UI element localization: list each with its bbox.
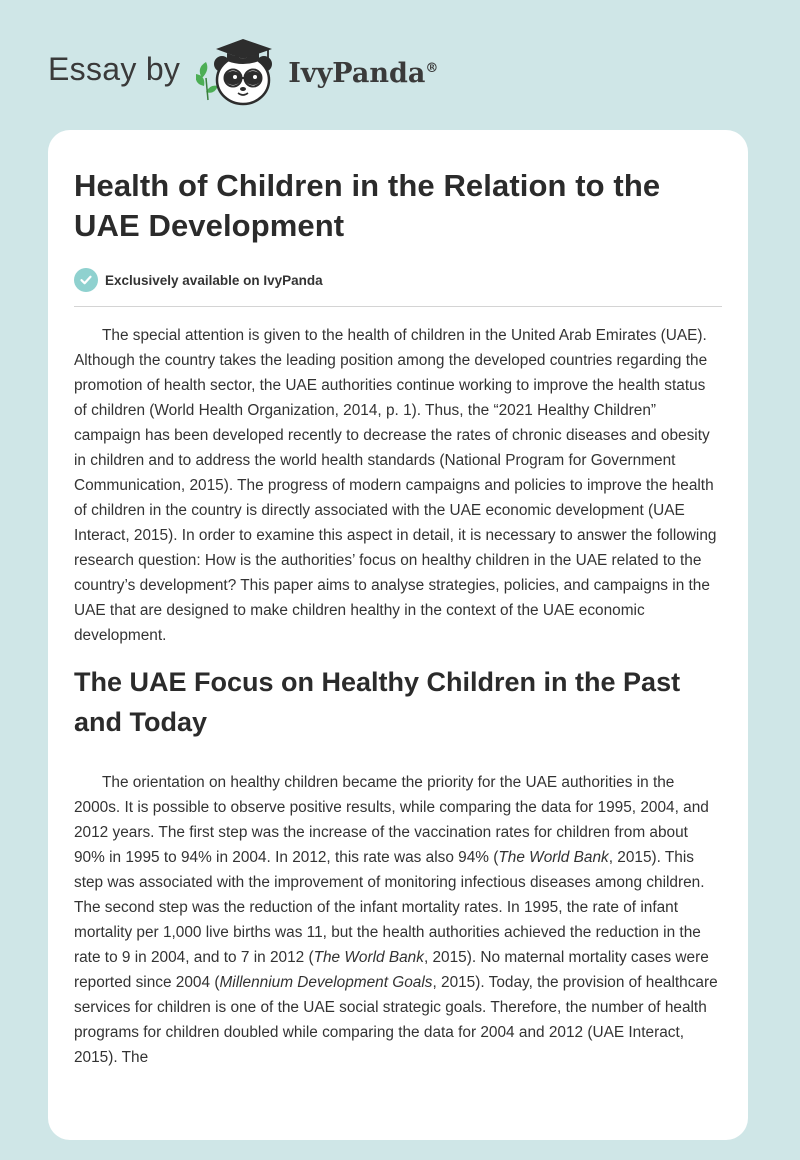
site-header xyxy=(48,34,438,108)
text-run: The orientation on healthy children became the priority for the UAE authorities in the 2000s. It is possible to observe positive results, while comparing the data for 1995, 2004, and 2012 years. The first step was the increase of the vaccination rates for children from about 90% in 1995 to 94% in 2004. In 2012, this rate was also 94% ( xyxy=(74,774,709,866)
brand-prefix: Essay by xyxy=(48,50,181,87)
intro-paragraph: The special attention is given to the health of children in the United Arab Emirates (UAE). Although the country takes the leading position among the developed countries regarding the promotion of health sector, the UAE authorities continue working to improve the health status of children (World Health Organization, 2014, p. 1). Thus, the “2021 Healthy Children” campaign has been developed recently to decrease the rates of chronic diseases and obesity in children and to address the world health standards (National Program for Government Communication, 2015). The progress of modern campaigns and policies to improve the health of children in the country is directly associated with the UAE economic development (UAE Interact, 2015). In order to examine this aspect in detail, it is necessary to answer the following research question: How is the authorities’ focus on healthy children in the UAE related to the country’s development? This paper aims to analyse strategies, policies, and campaigns in the UAE that are designed to make children healthy in the context of the UAE economic development. xyxy=(74,327,717,644)
ivypanda-logo-icon[interactable] xyxy=(196,34,284,108)
exclusive-badge xyxy=(74,268,722,307)
text-run: , 2015). Today, the provision of healthcare services for children is one of the UAE social strategic goals. Therefore, the number of health programs for children doubled while comparing the data for 2004 and 2012 (UAE Interact, 2015). The xyxy=(74,974,718,1066)
section-heading: The UAE Focus on Healthy Children in the Past and Today xyxy=(74,667,681,737)
text-run: , 2015). This step was associated with the improvement of monitoring infectious diseases among children. The second step was the reduction of the infant mortality rates. In 1995, the rate of infant mortality per 1,000 live births was 11, but the health authorities achieved the reduction in the rate to 9 in 2004, and to 7 in 2012 ( xyxy=(74,849,705,966)
registered-mark: ® xyxy=(425,60,439,76)
brand-name[interactable] xyxy=(288,58,438,89)
badge-text: Exclusively available on IvyPanda xyxy=(105,272,323,288)
citation-source: Millennium Development Goals xyxy=(219,974,433,991)
citation-source: The World Bank xyxy=(313,949,424,966)
brand-name-text: IvyPanda xyxy=(288,57,426,89)
page-title: Health of Children in the Relation to the UAE Development xyxy=(74,168,661,243)
text-run: , 2015). No maternal mortality cases were reported since 2004 ( xyxy=(74,949,709,991)
section-paragraph xyxy=(74,770,722,1070)
citation-source: The World Bank xyxy=(498,849,609,866)
checkmark-circle-icon xyxy=(74,268,98,292)
essay-card xyxy=(48,130,748,1140)
